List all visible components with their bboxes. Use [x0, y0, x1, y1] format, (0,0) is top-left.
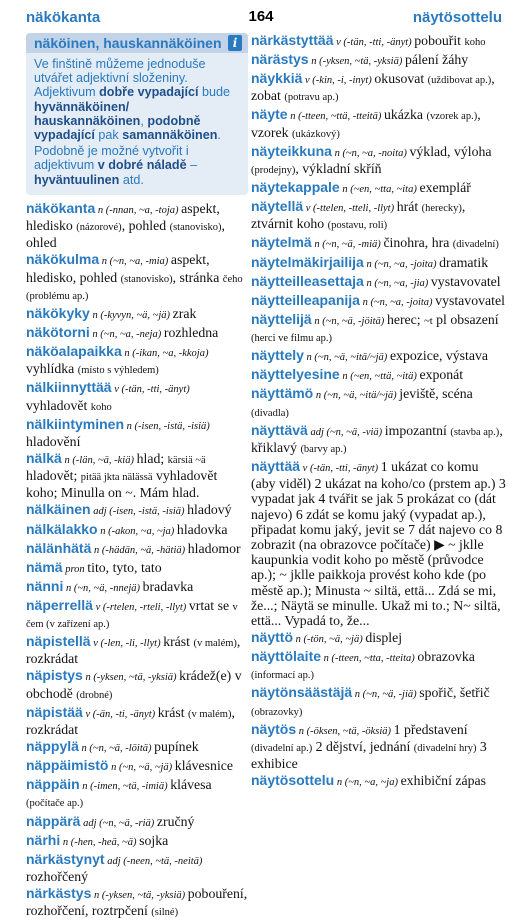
info-text: ,	[140, 113, 148, 128]
entry-note: (názorové)	[76, 222, 122, 234]
entry-note: (prodejny)	[251, 164, 296, 176]
dictionary-entry	[26, 306, 248, 323]
entry-grammar: n (~n, ~a, -mia)	[99, 256, 171, 268]
dictionary-entry	[251, 312, 506, 346]
info-term: hyväntuulinen	[34, 172, 120, 187]
entry-grammar: n (~n, ~a, -noita)	[331, 147, 410, 159]
dictionary-entry	[26, 380, 248, 414]
entry-definition: , rozkrádat	[26, 704, 235, 737]
entry-definition: , ztvárnit koho	[251, 199, 466, 232]
entry-definition: , křiklavý	[251, 422, 503, 455]
entry-definition: exponát	[419, 367, 464, 383]
entry-headword: näytteilleasettaja	[251, 272, 364, 289]
entry-definition: aspekt, hledisko, pohled	[26, 252, 210, 285]
entry-definition: hladomor	[187, 540, 241, 556]
entry-headword: näyttävä	[251, 421, 308, 438]
entry-grammar: n (-isen, -istä, -isiä)	[124, 420, 210, 432]
entry-headword: näppärä	[26, 812, 81, 829]
info-paragraph-2	[34, 144, 240, 187]
entry-headword: näperrellä	[26, 596, 93, 613]
entry-definition: klávesnice	[174, 758, 234, 774]
info-term: podobně vypadající	[34, 113, 201, 143]
dictionary-entry	[251, 722, 506, 772]
entry-grammar: v (-ttelen, -tteli, -llyt)	[303, 203, 397, 215]
entry-headword: nälkälakko	[26, 520, 98, 537]
entry-headword: närhi	[26, 831, 61, 848]
entry-note: koho	[90, 401, 112, 413]
entry-grammar: v (-kin, -i, -inyt)	[302, 75, 375, 87]
entry-definition: jeviště, scéna	[399, 386, 473, 402]
entry-note: (v malém)	[188, 708, 232, 720]
entry-note: (silné)	[151, 907, 179, 919]
info-box-title: näköinen, hauskannäköinen	[34, 35, 222, 51]
entry-definition: hlad;	[136, 450, 168, 466]
dictionary-entry	[251, 274, 506, 291]
info-text: Podobně je možné vytvořit i adjektivum	[34, 144, 189, 173]
entry-definition: hladovět;	[26, 468, 81, 484]
entry-grammar: adj (-isen, -istä, -isiä)	[90, 506, 188, 518]
entry-grammar: v (-än, -ti, -änyt)	[82, 708, 158, 720]
entry-definition: , rozkrádat	[26, 634, 241, 667]
entry-definition: , vzorek	[251, 107, 481, 140]
entry-grammar: n (-tön, ~ä, ~jä)	[293, 634, 366, 646]
header-last-entry: näytösottelu	[412, 9, 502, 26]
entry-definition: okusovat	[374, 71, 428, 87]
dictionary-entry	[26, 598, 248, 632]
entry-headword: näytösottelu	[251, 772, 335, 789]
entry-headword: nälänhätä	[26, 539, 92, 556]
right-entries	[251, 33, 506, 457]
entry-grammar: n (~n, ~ä, -löitä)	[78, 743, 155, 755]
entry-grammar: n (-imen, ~tä, -imiä)	[79, 781, 171, 793]
entry-note: (obrazovky)	[251, 706, 303, 718]
info-term: hyvännäköinen/ hauskannäköinen	[34, 99, 141, 128]
entry-definition: vyhlídka	[26, 361, 78, 377]
entry-definition: , zobat	[251, 71, 495, 104]
entry-grammar: n (-hen, -heä, ~ä)	[60, 836, 140, 848]
dictionary-entry	[251, 367, 506, 384]
dictionary-entry	[26, 451, 248, 501]
entry-definition: vyhladovět koho; Minulla on ~. Mám hlad.	[26, 468, 218, 501]
dictionary-entry	[251, 685, 506, 719]
entry-headword: näyttämö	[251, 385, 314, 402]
entry-note: (divadla)	[251, 407, 289, 419]
entry-headword: nälkiinnyttää	[26, 379, 112, 396]
info-icon: i	[228, 35, 242, 51]
entry-definition: 1 představení	[393, 721, 468, 737]
entry-headword: nälkiintyminen	[26, 415, 125, 432]
entry-grammar: n (~n, ~a, -jia)	[363, 277, 431, 289]
entry-grammar: n (-tteen, ~tta, -tteita)	[321, 653, 418, 665]
entry-definition: vrtat se	[188, 597, 233, 613]
entry-headword: näytönsäästäjä	[251, 684, 353, 701]
entry-grammar: n (~n, ~ä, ~itä/~jä)	[313, 390, 400, 402]
dictionary-entry	[26, 833, 248, 850]
entry-headword: näyte	[251, 106, 288, 123]
entry-definition: aspekt, hledisko	[26, 200, 220, 234]
info-box	[26, 33, 248, 195]
entry-note: (uždibovat ap.)	[427, 75, 492, 87]
dictionary-entry	[251, 649, 506, 683]
entry-grammar: v (-len, -li, -llyt)	[90, 638, 164, 650]
dictionary-entry	[251, 107, 506, 141]
dictionary-entry	[26, 325, 248, 342]
entry-grammar: n (-akon, ~a, ~ja)	[97, 525, 177, 537]
info-term: samannäköinen	[122, 128, 218, 143]
entry-note: (ukázkový)	[292, 128, 340, 140]
entry-grammar: v (-tän, -tti, -änyt)	[111, 384, 190, 396]
entry-grammar: v (-tän, -tti, -änyt)	[333, 37, 415, 48]
entry-note: v čem (v zařízení ap.)	[26, 601, 238, 631]
entry-note: (v malém)	[193, 638, 237, 650]
entry-grammar: n (~n, ~a, -joita)	[363, 258, 440, 270]
left-entries	[26, 201, 248, 921]
dictionary-entry	[251, 255, 506, 272]
entry-headword: näkötorni	[26, 323, 90, 340]
dictionary-entry	[26, 201, 248, 251]
entry-headword: näytellä	[251, 198, 304, 215]
dictionary-entry	[26, 344, 248, 378]
entry-headword: näpistys	[26, 667, 83, 684]
dictionary-entry	[26, 502, 248, 519]
entry-definition: pálení žáhy	[404, 52, 469, 68]
entry-note: kärsiä ~ä	[167, 454, 206, 466]
entry-note: (místo s výhledem)	[77, 365, 159, 377]
entry-grammar: n (~n, ~a, -neja)	[89, 328, 164, 340]
entry-definition: vyhladovět	[26, 397, 91, 413]
dictionary-entry	[26, 886, 248, 920]
entry-headword: näyttää	[251, 457, 301, 474]
entry-note: (divadelní ap.)	[251, 742, 313, 754]
entry-definition: zručný	[156, 813, 195, 829]
entry-note: pitää jkta nälässä	[80, 472, 153, 484]
dictionary-entry	[26, 852, 248, 884]
entry-headword: närkästys	[26, 885, 92, 902]
dictionary-entry	[251, 199, 506, 233]
entry-grammar: n (~en, ~ttä, ~itä)	[339, 371, 420, 383]
entry-grammar: v (-tän, -tti, -änyt)	[300, 462, 381, 474]
entry-definition: hrát	[396, 199, 422, 215]
dictionary-entry	[251, 386, 506, 420]
entry-definition: 1 ukázat co komu (aby viděl) 2 ukázat na koho/co (prstem ap.) 3 vypadat jak 4 tvářit se jak 5 prokázat co (dát najevo) 6 zdát se komu jaký (vypadat ap.), připadat komu jaký, jevit se 7 dát najevo co 8 zobrazit (na obrazovce počítače) ▶ ~ jklle kaupunkia vodit koho po městě (průvodce ap.); ~ jklle paikkoja provést koho kde (po městě ap.); Minusta ~ siltä, että... Zdá se mi, že...; Näytä se minulle. Ukaž mi to.; N~ siltä, että... Vypadá to, že...	[251, 458, 506, 628]
entry-definition: expozice, výstava	[389, 348, 489, 364]
entry-definition: , pohled	[121, 218, 170, 234]
entry-headword: näppäimistö	[26, 757, 109, 774]
dictionary-entry	[251, 144, 506, 178]
entry-definition: 3 exhibice	[251, 738, 487, 772]
entry-definition: pupínek	[154, 739, 199, 755]
dictionary-entry	[26, 777, 248, 811]
dictionary-entry	[251, 630, 506, 647]
entry-definition: pobouřit	[414, 33, 465, 48]
entry-note: (vzorek ap.)	[426, 111, 478, 123]
entry-note: (počítače ap.)	[26, 798, 84, 810]
dictionary-entry	[251, 71, 506, 105]
entry-note: (herecky)	[421, 203, 462, 215]
entry-note: čeho (problému ap.)	[26, 273, 243, 302]
entry-note: (potravu ap.)	[284, 92, 339, 104]
info-text: pak	[94, 128, 123, 143]
entry-note: (stavba ap.)	[450, 426, 500, 438]
entry-grammar: n (~n, ~ä, -miä)	[311, 239, 384, 251]
entry-definition: vystavovatel	[435, 292, 505, 308]
entry-headword: näyttelijä	[251, 310, 312, 327]
dictionary-entry	[26, 417, 248, 449]
entry-grammar: n (~n, ~ä, -nnejä)	[63, 582, 143, 594]
left-column	[26, 33, 248, 922]
entry-grammar: adj (~n, ~ä, -viä)	[307, 426, 385, 438]
entry-grammar: n (~en, ~tta, ~ita)	[339, 184, 420, 196]
entry-note: (divadelní)	[452, 239, 499, 251]
entry-headword: näykkiä	[251, 70, 303, 87]
dictionary-entry	[26, 739, 248, 756]
entry-grammar: n (-yksen, ~tä, -yksiä)	[308, 56, 405, 68]
entry-grammar: adj (~n, ~ä, -riä)	[80, 817, 157, 829]
entry-definition: displej	[365, 630, 403, 646]
entry-headword: näkökulma	[26, 251, 100, 268]
entry-grammar: n (~n, ~ä, ~itä/~jä)	[303, 352, 390, 364]
entry-definition: , stránka	[172, 269, 223, 285]
dictionary-entry	[251, 52, 506, 69]
entry-grammar: n (-hädän, ~ä, -hätiä)	[91, 544, 188, 556]
entry-definition: impozantní	[384, 422, 451, 438]
entry-headword: näköalapaikka	[26, 343, 122, 360]
entry-grammar: v (-rtelen, -rteli, -llyt)	[92, 601, 189, 613]
entry-headword: näpistää	[26, 703, 83, 720]
entry-definition: klávesa	[170, 777, 212, 793]
entry-headword: nämä	[26, 558, 63, 575]
entry-headword: nälkä	[26, 449, 62, 466]
entry-note: (drobné)	[76, 689, 113, 701]
entry-note: (stanovisko)	[120, 273, 173, 285]
entry-grammar: n (-nnan, ~a, -toja)	[95, 204, 182, 216]
page-number: 164	[248, 8, 274, 25]
entry-headword: näyttelyesine	[251, 366, 340, 383]
entry-definition: exhibiční zápas	[400, 773, 486, 789]
entry-grammar: n (-tteen, ~ttä, -tteitä)	[287, 111, 384, 123]
entry-definition: , ohled	[26, 218, 225, 251]
right-entries-2	[251, 630, 506, 790]
info-text: atd.	[119, 172, 144, 187]
dictionary-entry	[251, 33, 506, 50]
entry-definition: spořič, šetřič	[419, 685, 490, 701]
dictionary-entry	[251, 235, 506, 252]
dictionary-entry	[251, 773, 506, 790]
entry-note: ~t	[424, 315, 433, 327]
entry-note: (divadelní hry)	[413, 742, 477, 754]
info-text: .	[217, 128, 221, 143]
info-term: v dobré náladě	[97, 158, 187, 173]
entry-headword: nälkäinen	[26, 501, 91, 518]
entry-headword: närkästynyt	[26, 850, 105, 867]
entry-definition: zrak	[172, 305, 197, 321]
entry-headword: näytelmä	[251, 234, 312, 251]
dictionary-entry	[26, 705, 248, 737]
entry-grammar: n (~n, ~ä, -jöitä)	[311, 315, 387, 327]
entry-definition: herec;	[386, 311, 425, 327]
entry-definition: exemplář	[419, 180, 471, 196]
entry-definition: rozhledna	[163, 324, 219, 340]
info-term: dobře vypadající	[99, 85, 199, 100]
entry-headword: näpistellä	[26, 633, 91, 650]
entry-grammar: n (-kyvyn, ~ä, ~jä)	[89, 309, 173, 321]
entry-headword: näppäin	[26, 776, 80, 793]
entry-grammar: n (-ikan, ~a, -kkoja)	[121, 348, 209, 360]
entry-note: (herci ve filmu ap.)	[251, 333, 333, 345]
dictionary-entry-nayttaa	[251, 459, 506, 628]
entry-definition: vystavovatel	[430, 273, 501, 289]
entry-grammar: n (~n, ~ä, ~jä)	[108, 762, 175, 774]
entry-grammar: n (-yksen, ~tä, -yksiä)	[91, 890, 188, 902]
entry-grammar: adj (-neen, ~tä, -neitä)	[104, 855, 203, 867]
info-paragraph-1	[34, 57, 240, 142]
entry-headword: näytteilleapanija	[251, 291, 360, 308]
entry-grammar: n (-öksen, ~tä, -öksiä)	[296, 725, 394, 737]
entry-grammar: n (-län, ~ä, -kiä)	[61, 454, 137, 466]
entry-headword: näppylä	[26, 738, 79, 755]
entry-grammar: pron	[62, 563, 88, 575]
entry-definition: tito, tyto, tato	[87, 559, 162, 575]
entry-note: (barvy ap.)	[300, 443, 347, 455]
entry-definition: hladový	[187, 502, 232, 518]
entry-definition: hladovění	[26, 433, 81, 449]
entry-definition: pobouření, rozhořčení, roztrpčení	[26, 886, 248, 919]
dictionary-entry	[251, 423, 506, 457]
entry-headword: näytelmäkirjailija	[251, 253, 364, 270]
info-box-header	[26, 33, 248, 53]
entry-headword: näyteikkuna	[251, 142, 332, 159]
right-column	[251, 33, 506, 792]
entry-definition: ukázka	[383, 107, 427, 123]
entry-definition: krást	[157, 704, 189, 720]
entry-headword: näyttö	[251, 629, 293, 646]
entry-definition: krádež(e) v obchodě	[26, 668, 242, 701]
dictionary-entry	[251, 293, 506, 310]
dictionary-entry	[26, 758, 248, 775]
entry-note: (stanovisko)	[169, 222, 222, 234]
info-box-body	[26, 53, 248, 187]
entry-definition: výklad, výloha	[409, 143, 492, 159]
entry-headword: näkökyky	[26, 304, 90, 321]
dictionary-entry	[26, 668, 248, 702]
dictionary-entry	[26, 522, 248, 539]
entry-definition: činohra, hra	[383, 235, 453, 251]
info-text: –	[186, 158, 198, 173]
dictionary-entry	[26, 560, 248, 577]
dictionary-entry	[26, 634, 248, 666]
entry-definition: krást	[163, 634, 194, 650]
entry-note: (informací ap.)	[251, 670, 314, 682]
dictionary-entry	[26, 541, 248, 558]
dictionary-entry	[251, 180, 506, 197]
entry-headword: näyttely	[251, 347, 304, 364]
entry-definition: obrazovka	[417, 649, 475, 665]
entry-note: koho	[464, 37, 486, 48]
entry-definition: pl obsazení	[432, 311, 499, 327]
entry-headword: näkökanta	[26, 199, 96, 216]
entry-definition: 2 dějství, jednání	[312, 738, 414, 754]
info-text: Ve finštině můžeme jednoduše utvářet adjektivní složeniny. Adjektivum	[34, 57, 206, 100]
entry-definition: hladovka	[176, 521, 228, 537]
entry-headword: nänni	[26, 577, 64, 594]
dictionary-entry	[26, 252, 248, 304]
entry-headword: näyttölaite	[251, 648, 322, 665]
info-text: bude	[198, 85, 230, 100]
dictionary-entry	[26, 579, 248, 596]
entry-grammar: n (~n, ~a, -joita)	[359, 296, 436, 308]
entry-definition: dramatik	[439, 254, 489, 270]
entry-headword: närkästyttää	[251, 32, 334, 48]
entry-headword: näytekappale	[251, 179, 340, 196]
entry-headword: näytös	[251, 720, 297, 737]
entry-definition: rozhořčený	[26, 868, 89, 884]
entry-headword: närästys	[251, 51, 309, 68]
entry-grammar: n (-yksen, ~tä, -yksiä)	[82, 672, 180, 684]
dictionary-entry	[26, 814, 248, 831]
page-header	[0, 0, 522, 30]
entry-grammar: n (~n, ~a, ~ja)	[334, 777, 401, 789]
entry-definition: bradavka	[142, 578, 194, 594]
entry-note: (postavu, roli)	[327, 220, 388, 232]
entry-definition: , výkladní skříň	[295, 160, 382, 176]
entry-grammar: n (~n, ~ä, -jiä)	[352, 689, 420, 701]
dictionary-entry	[251, 348, 506, 365]
header-first-entry: näkökanta	[26, 9, 101, 26]
entry-definition: sojka	[139, 832, 169, 848]
